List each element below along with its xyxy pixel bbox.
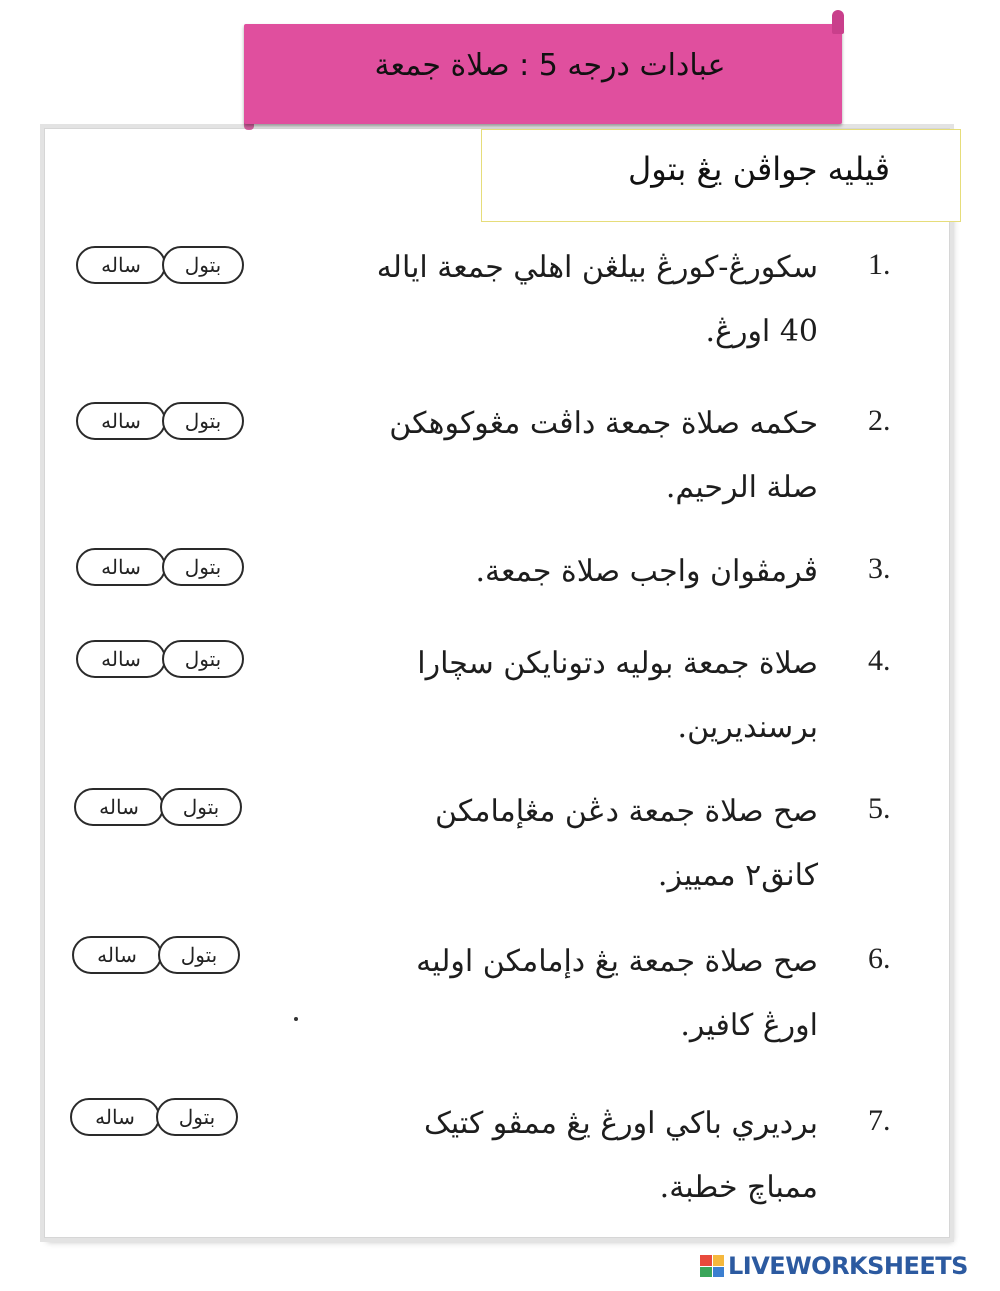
true-choice-button[interactable]: بتول [162,246,244,284]
question-text [250,540,818,604]
question-number: 4. [868,644,891,677]
true-choice-button[interactable]: بتول [162,548,244,586]
page-title: عبادات درجه 5 : صلاة جمعة [374,48,726,83]
false-choice-button[interactable]: ساله [72,936,162,974]
answer-choices [76,246,250,286]
answer-choices [74,788,248,828]
banner-curl-right [832,10,844,34]
true-choice-button[interactable]: بتول [156,1098,238,1136]
answer-choices [76,548,250,588]
instruction-text: ڤيليه جواڤن يڠ بتول [627,150,890,188]
question-line: ممباچ خطبة. [659,1170,818,1205]
question-line: 40 اورڠ. [705,314,818,349]
logo-grid-icon [700,1255,724,1277]
question-text [250,930,818,1058]
question-line: صح صلاة جمعة دڠن مڠإمامكن [435,794,818,829]
false-choice-button[interactable]: ساله [74,788,164,826]
question-line: ڤرمڤوان واجب صلاة جمعة. [475,554,818,589]
question-number: 6. [868,942,891,975]
question-line: صلاة جمعة بوليه دتونايكن سچارا [417,646,818,681]
question-text [250,236,818,364]
question-line: حكمه صلاة جمعة داڤت مڠوكوهكن [389,406,818,441]
answer-choices [76,640,250,680]
false-choice-button[interactable]: ساله [76,640,166,678]
false-choice-button[interactable]: ساله [76,548,166,586]
question-line: صح صلاة جمعة يڠ دإمامكن اوليه [416,944,818,979]
answer-choices [76,402,250,442]
true-choice-button[interactable]: بتول [162,402,244,440]
false-choice-button[interactable]: ساله [76,246,166,284]
answer-choices [72,936,246,976]
question-number: 2. [868,404,891,437]
question-line: صلة الرحيم. [665,470,818,505]
question-line: برسنديرين. [677,710,818,745]
question-number: 5. [868,792,891,825]
true-choice-button[interactable]: بتول [158,936,240,974]
question-line: اورڠ كافير. [680,1008,818,1043]
liveworksheets-logo[interactable] [700,1253,968,1279]
false-choice-button[interactable]: ساله [76,402,166,440]
question-text [250,780,818,908]
brand-name: LIVEWORKSHEETS [728,1252,968,1280]
question-text [250,1092,818,1220]
answer-choices [70,1098,244,1138]
question-number: 7. [868,1104,891,1137]
true-choice-button[interactable]: بتول [160,788,242,826]
question-number: 3. [868,552,891,585]
question-text [250,632,818,760]
question-text [250,392,818,520]
question-line: سكورڠ-كورڠ بيلڠن اهلي جمعة اياله [376,250,818,285]
false-choice-button[interactable]: ساله [70,1098,160,1136]
question-line: برديري باكي اورڠ يڠ ممڤو كتيک [424,1106,818,1141]
true-choice-button[interactable]: بتول [162,640,244,678]
stray-dot [294,1017,298,1021]
question-number: 1. [868,248,891,281]
question-line: كانق٢ ممييز. [657,858,818,893]
